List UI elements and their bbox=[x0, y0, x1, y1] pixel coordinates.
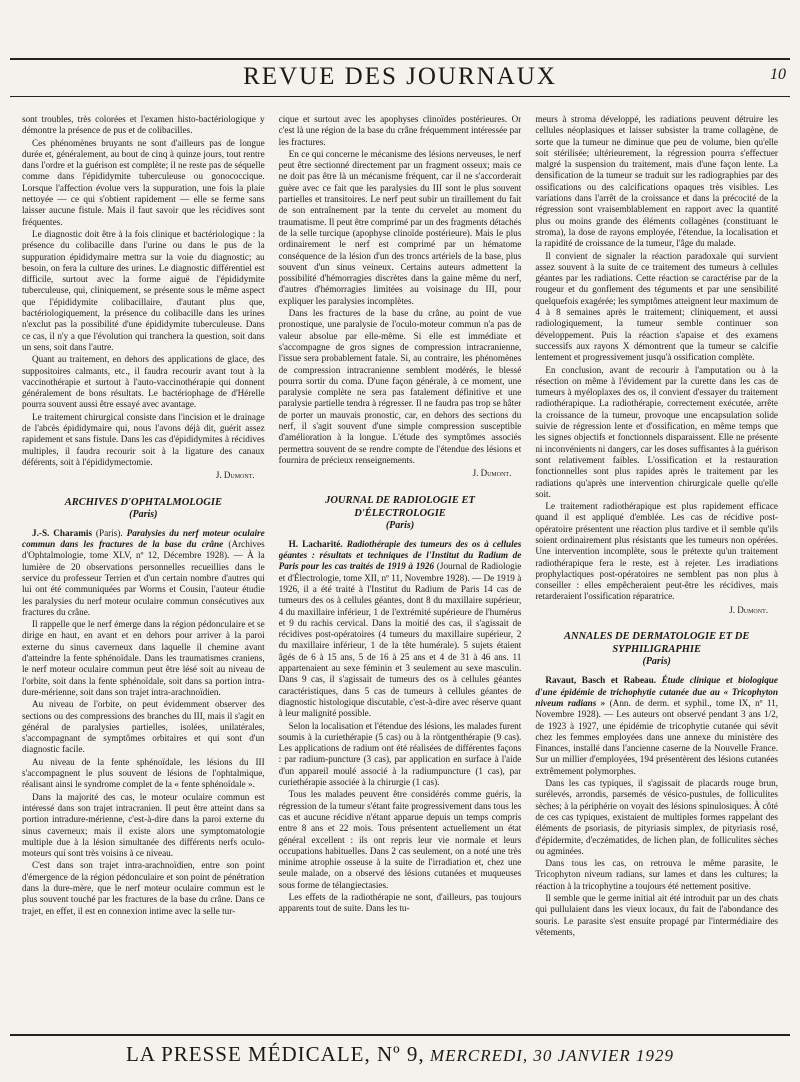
article-lead bbox=[22, 528, 265, 618]
paragraph: Dans tous les cas, on retrouva le même parasite, le Tricophyton niveum radians, sur lames et dans les cultures; la réaction à la tricophytine a toujours été nettement positive. bbox=[535, 858, 778, 891]
article-reference: (Archives d'Ophtalmologie, tome XLV, nº 12, Décembre 1928). — À la lumière de 20 observations personnelles recueillies dans le service du professeur Terrien et d'un certain nombre d'autres qui lui ont été communiquées par Worms et Cousin, l'auteur étudie les paralysies du nerf moteur oculaire commun consécutives aux fractures du crâne. bbox=[22, 539, 265, 617]
journal-section-title: ARCHIVES D'OPHTALMOLOGIE bbox=[64, 496, 222, 508]
paragraph: Les effets de la radiothérapie ne sont, d'ailleurs, pas toujours apparents tout de suite. Dans les tu- bbox=[278, 892, 522, 914]
paragraph: Quant au traitement, en dehors des applications de glace, des suppositoires calmants, etc., il faudra recourir avant tout à la vaccinothérapie et surtout à l'auto-vaccinothérapie qui donnent généralement de bons résultats. Le bactériophage de d'Hérelle pourra souvent aussi être essayé avec avantage. bbox=[22, 354, 265, 410]
column-3 bbox=[535, 114, 778, 1024]
journal-section-title: JOURNAL DE RADIOLOGIE ET D'ÉLECTROLOGIE bbox=[325, 494, 475, 519]
paragraph: Dans les cas typiques, il s'agissait de placards rouge brun, surélevés, arrondis, parsemés de vésico-pustules, de folliculites sèches; à la périphérie on voyait des lésions spinulosiques. À côté de ces cas typiques, existaient de multiples formes rappelant des éléments de psoriasis, de pityriasis simplex, de pityriasis rosé, d'épidermite, d'eczématides, de lichen plan, de folliculites sèches ou agminées. bbox=[535, 778, 778, 856]
column-2 bbox=[279, 114, 522, 1024]
author-signature: J. Dumont. bbox=[215, 470, 255, 481]
article-reference: (Journal de Radiologie et d'Électrologie, tome XII, nº 11, Novembre 1928). — De 1919 à 1926, il a été traité à l'Institut du Radium de Paris 14 cas de tumeurs des os à cellules géantes, dont 8 du maxillaire supérieur, 4 du maxillaire inférieur, 1 de l'extrémité supérieure de l'humérus et 9 du rachis cervical. Dans la moitié des cas, il s'agissait de récidives post-opératoires (4 tumeurs du maxillaire supérieur, 2 du maxillaire inférieur, 1 de la tête humérale). 5 sujets étaient âgés de 6 à 15 ans, 5 de 16 à 25 ans et 4 de 31 à 46 ans. 11 appartenaient au sexe féminin et 3 seulement au sexe masculin. Dans 9 cas, il s'agissait de tumeurs des os à cellules géantes caractéristiques, dans 5 cas de tumeurs à cellules géantes de diagnostic histologique discutable, c'est-à-dire avec réserve quant à leur malignité possible. bbox=[278, 561, 522, 719]
paragraph: Le traitement chirurgical consiste dans l'incision et le drainage de l'abcès épididymaire qui, nous l'avons déjà dit, guérit assez rapidement et sans fistule. Dans les cas d'épididymites à récidives multiples, il faudra recourir soit à la ligature des canaux déférents, soit à l'épididymectomie. bbox=[22, 411, 265, 467]
paragraph: Il semble que le germe initial ait été introduit par un des chats qui pullulaient dans les vieux locaux, du fait de l'abondance des souris. Le parasite s'est ensuite propagé par l'intermédiaire des vêtements, bbox=[535, 893, 778, 937]
article-lead bbox=[535, 675, 778, 777]
author-signature: J. Dumont. bbox=[472, 468, 512, 479]
article-city: (Paris). bbox=[92, 527, 127, 538]
paragraph: En conclusion, avant de recourir à l'amputation ou à la résection on même à l'évidement par la curette dans les cas de tumeurs à myéloplaxes des os, il convient d'essayer du traitement radiothérapique. La radiothérapie, correctement exécutée, arrête la croissance de la tumeur, provoque une encapsulation solide suivie de régression lente et d'ossification, en même temps que les signes objectifs et fonctionnels disparaissent. Elle ne présente ni inconvénients ni dangers, car les doses suffisantes à la guérison sont relativement faibles. L'ossification et la restauration fonctionnelles sont plus rapides après le traitement par les radiations qu'après une intervention chirurgicale quelle qu'elle soit. bbox=[535, 364, 778, 499]
journal-section-city: (Paris) bbox=[385, 519, 415, 531]
paragraph: Le traitement radiothérapique est plus rapidement efficace quand il est appliqué d'emblée. Les cas de récidive post-opératoire présentent une réaction plus tardive et il semble qu'ils soient ordinairement plus résistants que les tumeurs non opérées. Une intervention incomplète, sous le prétexte qu'un traitement radiothérapique fera le reste, est à rejeter. Les irradiations prophylactiques post-opératoires ne semblent pas non plus à conseiller : elles empêcheraient peut-être les récidives, mais retarderaient l'ossification réparatrice. bbox=[535, 501, 778, 602]
paragraph: cique et surtout avec les apophyses clinoïdes postérieures. Or c'est là une région de la base du crâne fréquemment intéressée par les fractures. bbox=[278, 114, 522, 147]
paragraph: Selon la localisation et l'étendue des lésions, les malades furent soumis à la curiethérapie (5 cas) ou à la röntgenthérapie (9 cas). Les applications de radium ont été réalisées de différentes façons : par radium-puncture (3 cas), par application en surface à l'aide d'un appareil moulé associé à la radiumpuncture (1 cas), par curiethérapie associée à la chirurgie (1 cas). bbox=[278, 720, 522, 788]
article-reference: (Ann. de derm. et syphil., tome IX, nº 11, Novembre 1928). — Les auteurs ont observé pendant 3 ans 1/2, de 1923 à 1927, une épidémie de tricophytie cutanée qui sévit chez les femmes employées dans une annexe du ministère des Finances, installé dans l'ancienne caserne de la Nouvelle France. Sur un millier d'employées, 194 présentèrent des lésions cutanées extrêmement polymorphes. bbox=[535, 697, 778, 776]
article-author: J.-S. Charamis bbox=[32, 527, 93, 538]
article-author: H. Lacharité. bbox=[288, 538, 343, 549]
paragraph: sont troubles, très colorées et l'examen histo-bactériologique y démontre la présence de pus et de colibacilles. bbox=[22, 114, 265, 136]
journal-section-city: (Paris) bbox=[642, 656, 671, 668]
page-footer bbox=[10, 1034, 790, 1072]
paragraph: Il convient de signaler la réaction paradoxale qui survient assez souvent à la suite de ce traitement des tumeurs à cellules géantes par les radiations. Cette réaction se caractérise par de la rougeur et du gonflement des téguments et par une sensibilité quelquefois exagérée; les symptômes atteignent leur maximum de 4 à 8 semaines après le traitement; cliniquement, et aussi radiologiquement, la tumeur semble continuer son développement. Puis la réaction s'apaise et des examens successifs aux rayons X démontrent que la tumeur se calcifie lentement et progressivement jusqu'à ossification complète. bbox=[535, 250, 778, 363]
journal-section-city: (Paris) bbox=[129, 508, 158, 520]
masthead bbox=[10, 58, 790, 97]
paragraph: meurs à stroma développé, les radiations peuvent détruire les cellules néoplasiques et laisser subsister la trame collagène, de sorte que la tumeur ne diminue que peu de volume, bien qu'elle soit stérilisée; ultérieurement, la régression pourra s'effectuer malgré la suspension du traitement, mais d'une façon lente. La densification de la tumeur se traduit sur les radiographies par des ossifications ou des calcifications opaques très visibles. Les variations dans l'arrêt de la croissance et dans la précocité de la régression sont vraisemblablement en rapport avec la quantité plus ou moins grande des éléments collagènes (constituant le stroma), la dose de rayons employée, l'étendue, la localisation et la rapidité de croissance de la tumeur, l'âge du malade. bbox=[535, 114, 778, 249]
footer-date: MERCREDI, 30 JANVIER 1929 bbox=[424, 1046, 674, 1065]
paragraph: Au niveau de la fente sphénoïdale, les lésions du III s'accompagnent le plus souvent de lésions de l'ophtalmique, réalisant ainsi le syndrome complet de la « fente sphénoïdale ». bbox=[22, 756, 265, 790]
page-title: REVUE DES JOURNAUX bbox=[243, 63, 557, 90]
article-title: Radiothérapie des tumeurs des os à cellules géantes : résultats et techniques de l'Institut du Radium de Paris pour les cas traités de 1919 à 1926 bbox=[278, 538, 522, 572]
author-signature: J. Dumont. bbox=[729, 604, 768, 615]
paragraph: Tous les malades peuvent être considérés comme guéris, la régression de la tumeur s'étant faite progressivement dans tous les cas et aucune récidive n'étant apparue depuis un temps compris entre 8 ans et 22 mois. Tous présentent actuellement un état général excellent : ils ont repris leur vie normale et leurs occupations habituelles. Dans 2 cas seulement, on a noté une très minime atrophie osseuse à la suite de l'irradiation et, chez une seule malade, on a observé des lésions cutanées et muqueuses sous forme de télangiectasies. bbox=[278, 789, 522, 890]
column-1 bbox=[22, 114, 265, 1024]
paragraph: C'est dans son trajet intra-arachnoïdien, entre son point d'émergence de la région pédonculaire et son point de pénétration dans la dure-mère, que le nerf moteur oculaire commun est le plus souvent touché par les fractures de la base du crâne. Dans ce trajet, en effet, il est en connexion intime avec la selle tur- bbox=[22, 860, 265, 916]
paragraph: Au niveau de l'orbite, on peut évidemment observer des sections ou des compressions des branches du III, mais il s'agit en général de paralysies partielles, isolées, unilatérales, s'accompagnant de symptômes orbitaires et qui sont d'un diagnostic facile. bbox=[22, 699, 265, 755]
paragraph: En ce qui concerne le mécanisme des lésions nerveuses, le nerf peut être sectionné directement par un fragment osseux; mais ce ne doit pas être là un mécanisme fréquent, car il ne s'accorderait guère avec ce fait que les paralysies du III sont le plus souvent partielles et transitoires. Le nerf peut subir un tiraillement du fait de son entraînement par la tente du cervelet au moment du traumatisme. Il peut être comprimé par un des fragments détachés de la selle turcique (apophyse clinoïde postérieure). Mais le plus ordinairement le nerf est comprimé par un hématome conséquence de la lésion d'un des troncs artériels de la base, plus souvent d'un sinus veineux. Certains auteurs admettent la possibilité d'hémorragies discrètes dans la gaine même du nerf, d'autres d'hémorragies limitées au voisinage du III, pour expliquer les paralysies incomplètes. bbox=[278, 148, 522, 306]
footer-issue bbox=[10, 1042, 790, 1067]
text-columns bbox=[22, 114, 778, 1024]
article-title: Étude clinique et biologique d'une épidémie de trichophytie cutanée due au « Tricophyton niveum radians » bbox=[535, 675, 778, 708]
paragraph: Il rappelle que le nerf émerge dans la région pédonculaire et se dirige en haut, en avant et en dehors pour arriver à la paroi externe du sinus caverneux dans laquelle il chemine avant d'atteindre la fente sphénoïdale. Dans les traumatismes craniens, le nerf moteur oculaire commun peut être lésé soit au niveau de l'orbite, soit dans la fente sphénoïdale, soit dans sa portion intra-dure-mérienne, soit dans son trajet intra-arachnoïdien. bbox=[22, 619, 265, 697]
paragraph: Dans les fractures de la base du crâne, au point de vue pronostique, une paralysie de l'oculo-moteur commun n'a pas de valeur absolue par elle-même. Si elle est immédiate et s'accompagne de gros signes de compression intracranienne, l'issue sera probablement fatale. Si, au contraire, les phénomènes de compression intracranienne semblent modérés, le blessé pourra sortir du coma. D'une façon générale, à ce moment, une paralysie complète ne sera pas fatalement définitive et une paralysie partielle tendra à régresser. Il ne faudra pas trop se hâter de porter un mauvais pronostic, car, en dehors des sections du nerf, il s'agit souvent d'une simple compression susceptible d'amélioration à la longue. L'étude des symptômes associés permettra souvent de se rendre compte de l'étendue des lésions et fournira de précieux renseignements. bbox=[278, 308, 522, 465]
page-number: 10 bbox=[770, 66, 786, 83]
paragraph: Dans la majorité des cas, le moteur oculaire commun est intéressé dans son trajet intracranien. Il peut être atteint dans sa portion intradure-mérienne, c'est-à-dire dans la paroi externe du sinus caverneux; mais il existe alors une symptomatologie multiple due à la lésion simultanée des différents nerfs oculo-moteurs qui sont très voisins à ce niveau. bbox=[22, 791, 265, 859]
article-author: Ravaut, Basch et Rabeau. bbox=[545, 675, 657, 686]
journal-section-title: ANNALES DE DERMATOLOGIE ET DE SYPHILIGRAPHIE bbox=[563, 631, 750, 656]
article-title: Paralysies du nerf moteur oculaire commun dans les fractures de la base du crâne bbox=[22, 527, 265, 550]
paragraph: Ces phénomènes bruyants ne sont d'ailleurs pas de longue durée et, généralement, au bout de cinq à quinze jours, tout rentre dans l'ordre et la guérison est complète; il ne reste pas de séquelle comme dans l'épididymite tuberculeuse ou gonococcique. Lorsque l'affection évolue vers la suppuration, une fois la plaie nettoyée — ce qui s'obtient rapidement — elle se ferme sans laisser aucune fistule. Mais il faut savoir que les récidives sont fréquentes. bbox=[22, 137, 265, 227]
footer-journal: LA PRESSE MÉDICALE, Nº 9, bbox=[125, 1042, 425, 1066]
paragraph: Le diagnostic doit être à la fois clinique et bactériologique : la présence du colibacille dans l'urine ou dans le pus de la suppuration épididymaire mettra sur la voie du diagnostic; au besoin, on fera la culture des urines. Le diagnostic différentiel est difficile, surtout avec la forme aiguë de l'épididymite tuberculeuse, qui, cliniquement, se présente sous le même aspect que l'épididymite colibacillaire, d'autant plus que, bactériologiquement, la présence du colibacille dans les urines n'exclut pas la possibilité d'une épididymite tuberculeuse. Dans ce cas, il n'y a que l'évolution qui tranchera la question, soit dans un sens, soit dans l'autre. bbox=[22, 228, 265, 352]
article-lead bbox=[279, 539, 522, 720]
